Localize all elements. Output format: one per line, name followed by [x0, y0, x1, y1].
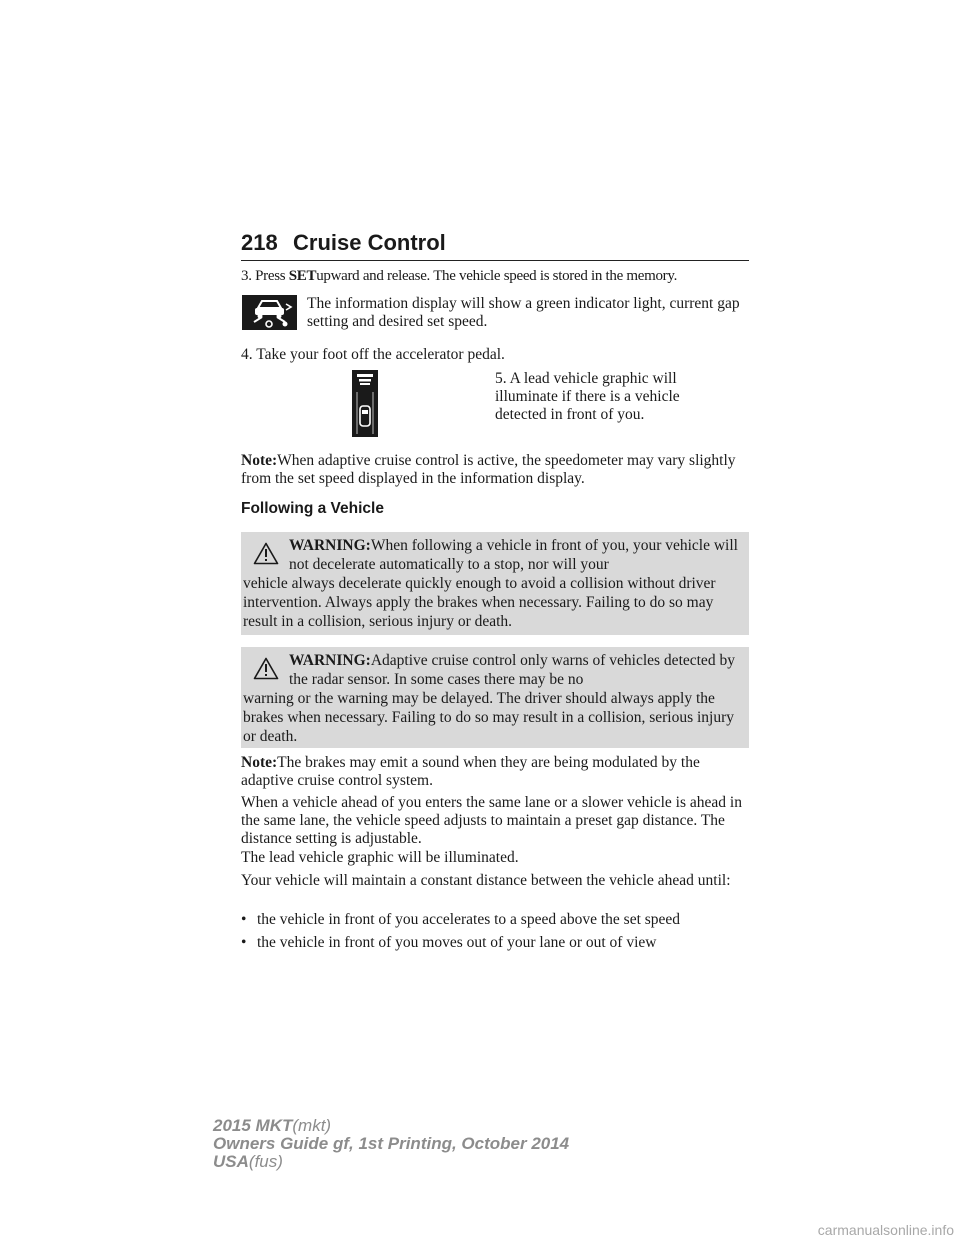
footer-model-line: 2015 MKT(mkt): [213, 1116, 332, 1135]
list-item: • the vehicle in front of you accelerates to a speed above the set speed: [241, 911, 681, 928]
para-maintain: Your vehicle will maintain a constant distance between the vehicle ahead until:: [241, 872, 731, 889]
warning-box-1: [241, 532, 749, 635]
warning-1-rest: vehicle always decelerate quickly enough to avoid a collision without driver intervention. Always apply the brakes when necessary. Failing to do so may result in a collision, serious injury or death.: [243, 575, 716, 630]
step-4: 4. Take your foot off the accelerator pedal.: [241, 346, 505, 363]
warning-label: WARNING:: [289, 537, 371, 554]
list-item: • the vehicle in front of you moves out of your lane or out of view: [241, 934, 657, 951]
warning-1-first: WARNING:When following a vehicle in front of you, your vehicle will not decelerate automatically to a stop, nor will your: [289, 537, 738, 573]
lead-vehicle-graphic-icon: [352, 370, 378, 442]
para-enter-lane: When a vehicle ahead of you enters the same lane or a slower vehicle is ahead in the same lane, the vehicle speed adjusts to maintain a preset gap distance. The distance setting is adjustable.: [241, 794, 742, 847]
step-3-display-text: The information display will show a green indicator light, current gap setting and desired set speed.: [307, 295, 740, 330]
set-button-label: SET: [288, 268, 317, 284]
warning-triangle-icon: [253, 657, 279, 685]
note-label: Note:: [241, 754, 278, 771]
note-1: Note:When adaptive cruise control is active, the speedometer may vary slightly from the set speed displayed in the information display.: [241, 452, 736, 487]
page-header: [241, 228, 749, 261]
warning-2-rest: warning or the warning may be delayed. The driver should always apply the brakes when necessary. Failing to do so may result in a collision, serious injury or death.: [243, 690, 735, 745]
note-2: Note:The brakes may emit a sound when they are being modulated by the adaptive cruise control system.: [241, 754, 700, 789]
footer-region-line: USA(fus): [213, 1152, 283, 1171]
warning-2-first: WARNING:Adaptive cruise control only warns of vehicles detected by the radar sensor. In some cases there may be no: [289, 652, 735, 688]
step-3: 3. Press SETupward and release. The vehicle speed is stored in the memory.: [241, 268, 678, 284]
warning-label: WARNING:: [289, 652, 371, 669]
section-title: Cruise Control: [293, 230, 446, 255]
warning-box-2: [241, 647, 749, 748]
adaptive-cruise-indicator-icon: [242, 295, 297, 335]
watermark: carmanualsonline.info: [817, 1222, 954, 1238]
print-footer: [213, 1117, 569, 1171]
footer-guide-line: Owners Guide gf, 1st Printing, October 2014: [213, 1134, 570, 1153]
para-lead-graphic: The lead vehicle graphic will be illuminated.: [241, 849, 519, 866]
page-number: 218: [241, 230, 278, 255]
warning-triangle-icon: [253, 542, 279, 570]
step-5: 5. A lead vehicle graphic will illuminate if there is a vehicle detected in front of you.: [495, 370, 680, 423]
note-label: Note:: [241, 452, 278, 469]
following-heading: Following a Vehicle: [241, 500, 384, 517]
